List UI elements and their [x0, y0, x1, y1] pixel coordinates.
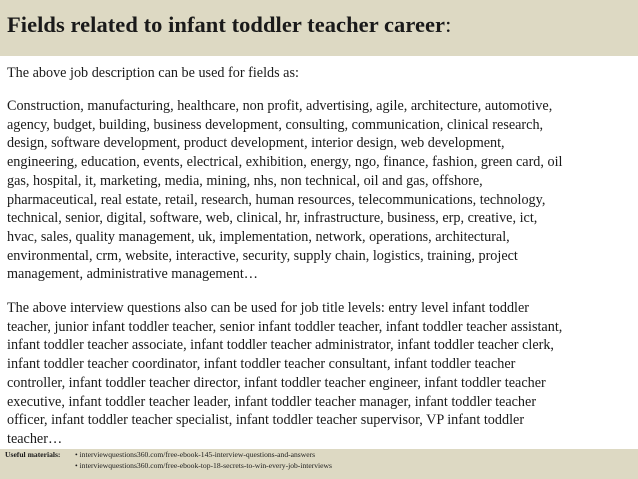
levels-line: teacher, junior infant toddler teacher, senior infant toddler teacher, infant toddler teacher assistant, [7, 318, 563, 335]
levels-line: infant toddler teacher associate, infant toddler teacher administrator, infant toddler teacher clerk, [7, 337, 554, 354]
footer-row [5, 450, 332, 461]
levels-line: executive, infant toddler teacher leader, infant toddler teacher manager, infant toddler teacher [7, 393, 537, 410]
levels-line: controller, infant toddler teacher director, infant toddler teacher engineer, infant toddler teacher [7, 374, 546, 391]
footer-link[interactable]: • interviewquestions360.com/free-ebook-145-interview-questions-and-answers [75, 450, 316, 459]
fields-line: gas, hospital, it, marketing, media, mining, nhs, non technical, oil and gas, offshore, [7, 172, 483, 189]
levels-line: teacher… [7, 430, 63, 447]
slide-title [7, 12, 451, 38]
fields-line: environmental, crm, website, interactive, security, supply chain, logistics, training, project [7, 247, 518, 264]
fields-line: pharmaceutical, real estate, retail, research, human resources, telecommunications, technology, [7, 191, 546, 208]
footer-row [5, 461, 332, 472]
fields-line: agency, budget, building, business development, consulting, communication, clinical research, [7, 116, 544, 133]
levels-line: infant toddler teacher coordinator, infant toddler teacher consultant, infant toddler teacher [7, 356, 516, 373]
footer [5, 450, 332, 471]
fields-line: Construction, manufacturing, healthcare, non profit, advertising, agile, architecture, automotive, [7, 98, 553, 114]
slide-title-text: Fields related to infant toddler teacher career [7, 12, 446, 37]
levels-line: The above interview questions also can be used for job title levels: entry level infant toddler [7, 300, 530, 316]
levels-line: officer, infant toddler teacher specialist, infant toddler teacher supervisor, VP infant toddler [7, 412, 525, 429]
levels-paragraph [7, 299, 562, 449]
fields-line: technical, senior, digital, software, web, clinical, hr, infrastructure, business, erp, creative, ict, [7, 210, 538, 227]
fields-line: hvac, sales, quality management, uk, implementation, network, operations, architectural, [7, 228, 510, 245]
intro-text: The above job description can be used for fields as: [7, 65, 299, 81]
footer-label: Useful materials: [5, 450, 61, 459]
fields-paragraph [7, 97, 562, 284]
footer-link[interactable]: • interviewquestions360.com/free-ebook-top-18-secrets-to-win-every-job-interviews [75, 460, 332, 470]
fields-line: design, software development, product development, interior design, web development, [7, 135, 505, 152]
fields-line: engineering, education, events, electrical, exhibition, energy, ngo, finance, fashion, green card, oil [7, 154, 563, 171]
slide-title-colon: : [445, 12, 452, 37]
fields-line: management, administrative management… [7, 266, 258, 283]
